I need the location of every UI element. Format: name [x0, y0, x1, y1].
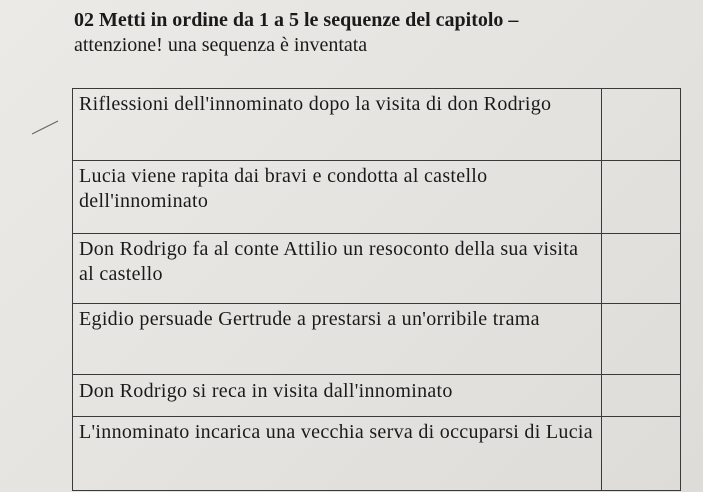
table-row: [73, 89, 681, 161]
sequence-text: Lucia viene rapita dai bravi e condotta al castello dell'innominato: [73, 161, 602, 234]
instruction-line-1: [74, 8, 694, 33]
table-row: [73, 304, 681, 375]
order-answer-box[interactable]: [602, 89, 681, 161]
sequence-table: [72, 88, 681, 491]
instruction-text-1: Metti in ordine da 1 a 5 le sequenze del capitolo –: [99, 9, 519, 31]
table-row: [73, 417, 681, 491]
order-answer-box[interactable]: [602, 304, 681, 375]
exercise-number: 02: [74, 9, 94, 31]
sequence-text: Egidio persuade Gertrude a prestarsi a un'orribile trama: [73, 304, 602, 375]
table-row: [73, 375, 681, 417]
order-answer-box[interactable]: [602, 161, 681, 234]
sequence-text: Riflessioni dell'innominato dopo la visita di don Rodrigo: [73, 89, 602, 161]
table-row: [73, 161, 681, 234]
pencil-mark-icon: [30, 120, 60, 136]
exercise-heading: [74, 8, 694, 58]
instruction-text-2: attenzione! una sequenza è inventata: [74, 34, 368, 56]
sequence-text: Don Rodrigo si reca in visita dall'innominato: [73, 375, 602, 417]
sequence-text: Don Rodrigo fa al conte Attilio un resoconto della sua visita al castello: [73, 234, 602, 304]
order-answer-box[interactable]: [602, 375, 681, 417]
sequence-text: L'innominato incarica una vecchia serva di occuparsi di Lucia: [73, 417, 602, 491]
table-row: [73, 234, 681, 304]
order-answer-box[interactable]: [602, 234, 681, 304]
order-answer-box[interactable]: [602, 417, 681, 491]
